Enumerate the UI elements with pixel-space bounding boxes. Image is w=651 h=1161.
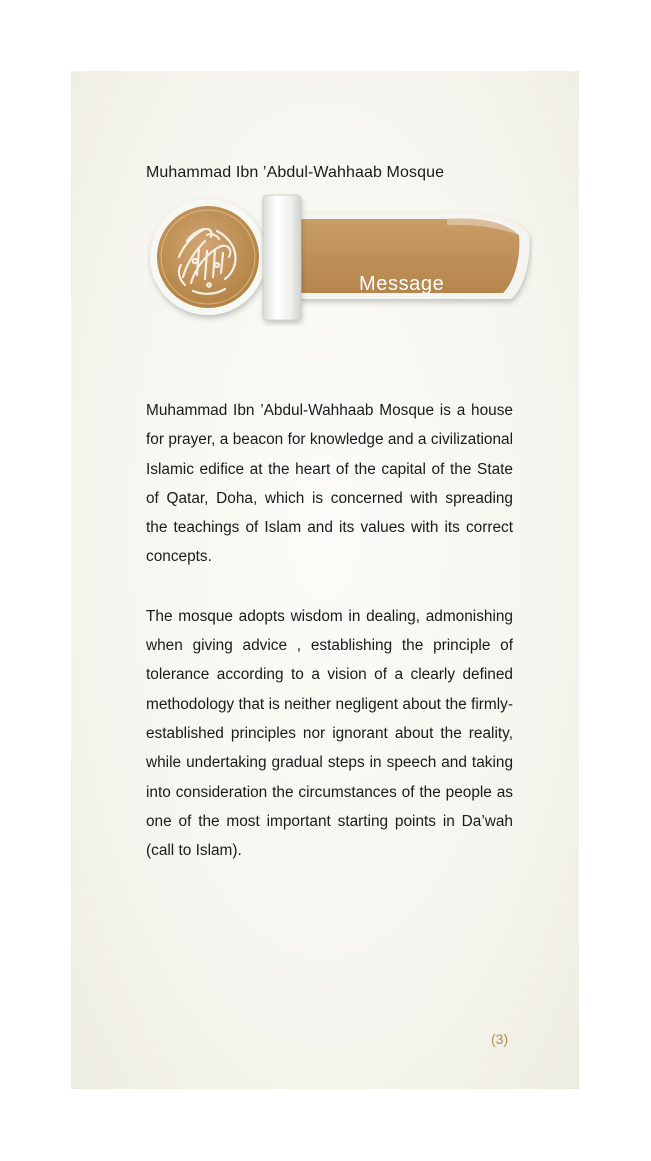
message-banner (147, 191, 533, 326)
banner-label: Message (359, 273, 445, 295)
banner-graphic (147, 191, 533, 326)
page-number: (3) (491, 1031, 509, 1047)
paragraph: The mosque adopts wisdom in dealing, admonishing when giving advice , establishing the principle of tolerance according to a vision of a clearly defined methodology that is neither negligent about the firmly-established principles nor ignorant about the reality, while undertaking gradual steps in speech and taking into consideration the circumstances of the people as one of the most important starting points in Da’wah (call to Islam). (146, 607, 513, 860)
document-page (71, 71, 579, 1089)
paragraph: Muhammad Ibn ’Abdul-Wahhaab Mosque is a house for prayer, a beacon for knowledge and a civilizational Islamic edifice at the heart of the capital of the State of Qatar, Doha, which is concerned with spreading the teachings of Islam and its values with its correct concepts. (146, 402, 513, 566)
body-text (146, 396, 513, 865)
page-title: Muhammad Ibn ’Abdul-Wahhaab Mosque (146, 164, 445, 181)
